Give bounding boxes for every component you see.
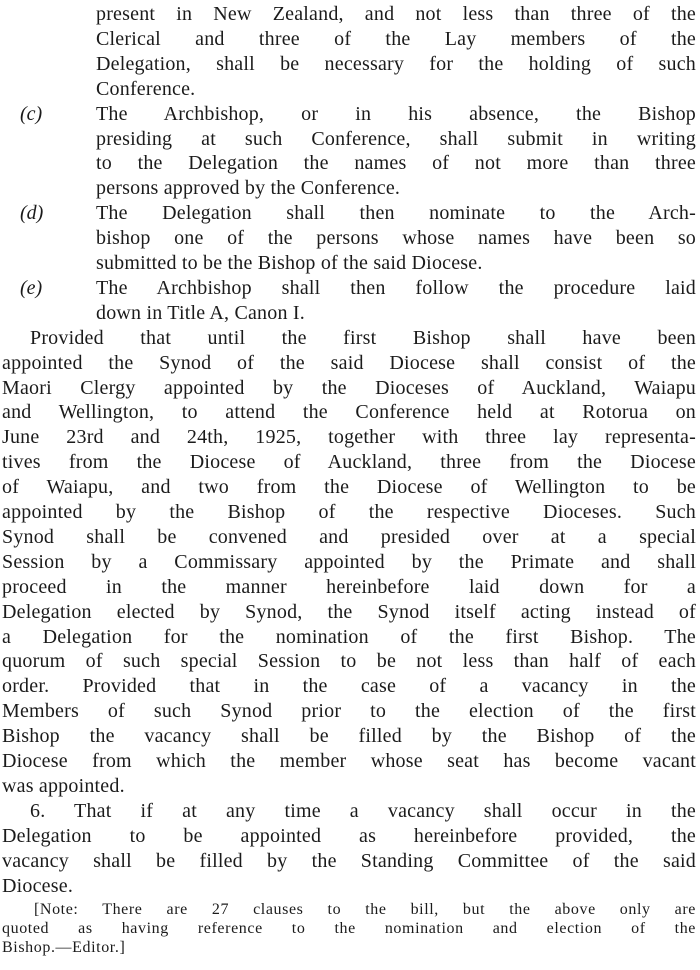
text-line: 6. That if at any time a vacancy shall occur in the xyxy=(30,799,696,822)
text-line: was appointed. xyxy=(2,774,125,797)
text-line: persons approved by the Conference. xyxy=(96,177,401,200)
text-line: bishop one of the persons whose names have been so xyxy=(96,227,696,250)
note-line: quoted as having reference to the nomination and election of the xyxy=(2,919,696,937)
text-line: June 23rd and 24th, 1925, together with three lay representa- xyxy=(2,426,696,449)
text-line: presiding at such Conference, shall submit in writing xyxy=(96,127,696,150)
text-line: Synod shall be convened and presided over at a special xyxy=(2,525,696,548)
text-line: Conference. xyxy=(96,77,196,100)
text-line: Members of such Synod prior to the election of the first xyxy=(2,700,696,723)
item-label-e: (e) xyxy=(20,276,43,299)
text-line: Delegation elected by Synod, the Synod itself acting instead of xyxy=(2,600,696,623)
text-line: Diocese from which the member whose seat has become vacant xyxy=(2,750,696,772)
text-line: The Archbishop, or in his absence, the Bishop xyxy=(96,102,696,125)
text-line: appointed the Synod of the said Diocese shall consist of the xyxy=(2,351,696,374)
text-line: a Delegation for the nomination of the first Bishop. The xyxy=(2,625,696,648)
text-line: vacancy shall be filled by the Standing Committee of the said xyxy=(2,849,696,872)
text-line: The Delegation shall then nominate to the Arch- xyxy=(96,202,696,225)
text-line: to the Delegation the names of not more than three xyxy=(96,152,696,175)
text-line: Bishop the vacancy shall be filled by the Bishop of the xyxy=(2,725,696,748)
item-label-c: (c) xyxy=(20,102,43,125)
item-label-d: (d) xyxy=(20,202,44,225)
text-line: Delegation to be appointed as hereinbefore provided, the xyxy=(2,824,696,847)
text-line: The Archbishop shall then follow the procedure laid xyxy=(96,276,696,299)
text-line: proceed in the manner hereinbefore laid down for a xyxy=(2,575,696,598)
note-line: Bishop.—Editor.] xyxy=(2,938,126,956)
text-line: Diocese. xyxy=(2,874,74,897)
text-line: Clerical and three of the Lay members of the xyxy=(96,27,696,50)
text-line: Delegation, shall be necessary for the holding of such xyxy=(96,52,696,75)
text-line: Maori Clergy appointed by the Dioceses of Auckland, Waiapu xyxy=(2,376,696,399)
text-line: of Waiapu, and two from the Diocese of Wellington to be xyxy=(2,476,696,499)
text-line: Provided that until the first Bishop shall have been xyxy=(30,326,696,349)
text-line: order. Provided that in the case of a vacancy in the xyxy=(2,675,696,698)
text-line: tives from the Diocese of Auckland, three from the Diocese xyxy=(2,451,696,474)
text-line: down in Title A, Canon I. xyxy=(96,301,305,324)
text-line: and Wellington, to attend the Conference held at Rotorua on xyxy=(2,401,696,424)
text-line: submitted to be the Bishop of the said Diocese. xyxy=(96,252,483,274)
text-line: appointed by the Bishop of the respective Dioceses. Such xyxy=(2,501,696,523)
text-line: Session by a Commissary appointed by the Primate and shall xyxy=(2,550,696,573)
text-line: quorum of such special Session to be not less than half of each xyxy=(2,650,696,673)
note-line: [Note: There are 27 clauses to the bill, but the above only are xyxy=(34,900,696,918)
text-line: present in New Zealand, and not less than three of the xyxy=(96,3,696,25)
